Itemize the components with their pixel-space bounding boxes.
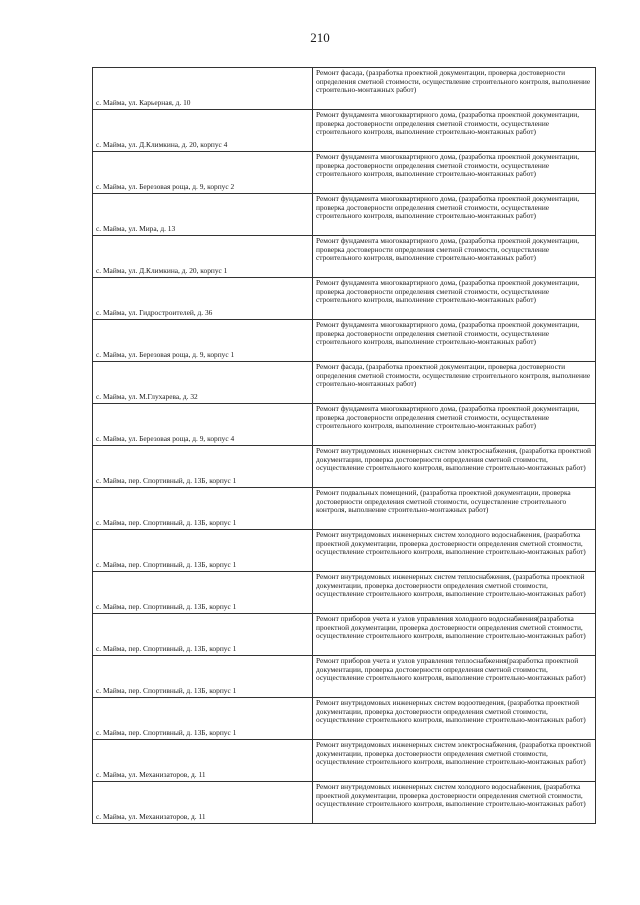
work-description-cell: Ремонт внутридомовых инженерных систем теплоснабжения, (разработка проектной документации, проверка достоверности определения сметной стоимости, осуществление строительного контроля, выполнение строительно-монтажных работ) (313, 572, 596, 614)
work-description-cell: Ремонт внутридомовых инженерных систем электроснабжения, (разработка проектной документации, проверка достоверности определения сметной стоимости, осуществление строительного контроля, выполнение строительно-монтажных работ) (313, 740, 596, 782)
work-description-cell: Ремонт фундамента многоквартирного дома, (разработка проектной документации, проверка достоверности определения сметной стоимости, осуществление строительного контроля, выполнение строительно-монтажных работ) (313, 194, 596, 236)
work-description-cell: Ремонт приборов учета и узлов управления теплоснабжения(разработка проектной документации, проверка достоверности определения сметной стоимости, осуществление строительного контроля, выполнение строительно-монтажных работ) (313, 656, 596, 698)
address-cell: с. Майма, ул. Березовая роща, д. 9, корпус 1 (93, 320, 313, 362)
address-cell: с. Майма, пер. Спортивный, д. 13Б, корпус 1 (93, 488, 313, 530)
page-number: 210 (310, 30, 330, 45)
work-description-cell: Ремонт приборов учета и узлов управления холодного водоснабжения(разработка проектной документации, проверка достоверности определения сметной стоимости, осуществление строительного контроля, выполнение строительно-монтажных работ) (313, 614, 596, 656)
address-cell: с. Майма, пер. Спортивный, д. 13Б, корпус 1 (93, 656, 313, 698)
work-description-cell: Ремонт фундамента многоквартирного дома, (разработка проектной документации, проверка достоверности определения сметной стоимости, осуществление строительного контроля, выполнение строительно-монтажных работ) (313, 278, 596, 320)
address-cell: с. Майма, ул. Д.Климкина, д. 20, корпус 1 (93, 236, 313, 278)
work-description-cell: Ремонт фундамента многоквартирного дома, (разработка проектной документации, проверка достоверности определения сметной стоимости, осуществление строительного контроля, выполнение строительно-монтажных работ) (313, 152, 596, 194)
table-row (93, 236, 596, 278)
table-row (93, 656, 596, 698)
works-table (92, 67, 596, 824)
work-description-cell: Ремонт фундамента многоквартирного дома, (разработка проектной документации, проверка достоверности определения сметной стоимости, осуществление строительного контроля, выполнение строительно-монтажных работ) (313, 110, 596, 152)
address-cell: с. Майма, ул. Березовая роща, д. 9, корпус 4 (93, 404, 313, 446)
work-description-cell: Ремонт внутридомовых инженерных систем холодного водоснабжения, (разработка проектной документации, проверка достоверности определения сметной стоимости, осуществление строительного контроля, выполнение строительно-монтажных работ) (313, 530, 596, 572)
address-cell: с. Майма, пер. Спортивный, д. 13Б, корпус 1 (93, 698, 313, 740)
table-row (93, 278, 596, 320)
work-description-cell: Ремонт внутридомовых инженерных систем водоотведения, (разработка проектной документации, проверка достоверности определения сметной стоимости, осуществление строительного контроля, выполнение строительно-монтажных работ) (313, 698, 596, 740)
address-cell: с. Майма, пер. Спортивный, д. 13Б, корпус 1 (93, 614, 313, 656)
table-row (93, 110, 596, 152)
work-description-cell: Ремонт фасада, (разработка проектной документации, проверка достоверности определения сметной стоимости, осуществление строительного контроля, выполнение строительно-монтажных работ) (313, 362, 596, 404)
table-row (93, 68, 596, 110)
address-cell: с. Майма, ул. Механизаторов, д. 11 (93, 782, 313, 824)
table-row (93, 614, 596, 656)
address-cell: с. Майма, пер. Спортивный, д. 13Б, корпус 1 (93, 446, 313, 488)
works-table-body (93, 68, 596, 824)
address-cell: с. Майма, ул. Д.Климкина, д. 20, корпус 4 (93, 110, 313, 152)
table-row (93, 572, 596, 614)
work-description-cell: Ремонт внутридомовых инженерных систем электроснабжения, (разработка проектной документации, проверка достоверности определения сметной стоимости, осуществление строительного контроля, выполнение строительно-монтажных работ) (313, 446, 596, 488)
work-description-cell: Ремонт внутридомовых инженерных систем холодного водоснабжения, (разработка проектной документации, проверка достоверности определения сметной стоимости, осуществление строительного контроля, выполнение строительно-монтажных работ) (313, 782, 596, 824)
work-description-cell: Ремонт фундамента многоквартирного дома, (разработка проектной документации, проверка достоверности определения сметной стоимости, осуществление строительного контроля, выполнение строительно-монтажных работ) (313, 236, 596, 278)
address-cell: с. Майма, ул. Березовая роща, д. 9, корпус 2 (93, 152, 313, 194)
table-row (93, 194, 596, 236)
table-row (93, 446, 596, 488)
table-row (93, 152, 596, 194)
address-cell: с. Майма, ул. Гидростроителей, д. 36 (93, 278, 313, 320)
address-cell: с. Майма, ул. Мира, д. 13 (93, 194, 313, 236)
table-row (93, 404, 596, 446)
work-description-cell: Ремонт фундамента многоквартирного дома, (разработка проектной документации, проверка достоверности определения сметной стоимости, осуществление строительного контроля, выполнение строительно-монтажных работ) (313, 320, 596, 362)
table-row (93, 782, 596, 824)
work-description-cell: Ремонт фасада, (разработка проектной документации, проверка достоверности определения сметной стоимости, осуществление строительного контроля, выполнение строительно-монтажных работ) (313, 68, 596, 110)
work-description-cell: Ремонт фундамента многоквартирного дома, (разработка проектной документации, проверка достоверности определения сметной стоимости, осуществление строительного контроля, выполнение строительно-монтажных работ) (313, 404, 596, 446)
table-row (93, 320, 596, 362)
address-cell: с. Майма, ул. Карьерная, д. 10 (93, 68, 313, 110)
table-row (93, 698, 596, 740)
table-row (93, 740, 596, 782)
address-cell: с. Майма, пер. Спортивный, д. 13Б, корпус 1 (93, 530, 313, 572)
table-row (93, 488, 596, 530)
address-cell: с. Майма, пер. Спортивный, д. 13Б, корпус 1 (93, 572, 313, 614)
table-row (93, 530, 596, 572)
table-row (93, 362, 596, 404)
address-cell: с. Майма, ул. М.Глухарева, д. 32 (93, 362, 313, 404)
address-cell: с. Майма, ул. Механизаторов, д. 11 (93, 740, 313, 782)
work-description-cell: Ремонт подвальных помещений, (разработка проектной документации, проверка достоверности определения сметной стоимости, осуществление строительного контроля, выполнение строительно-монтажных работ) (313, 488, 596, 530)
